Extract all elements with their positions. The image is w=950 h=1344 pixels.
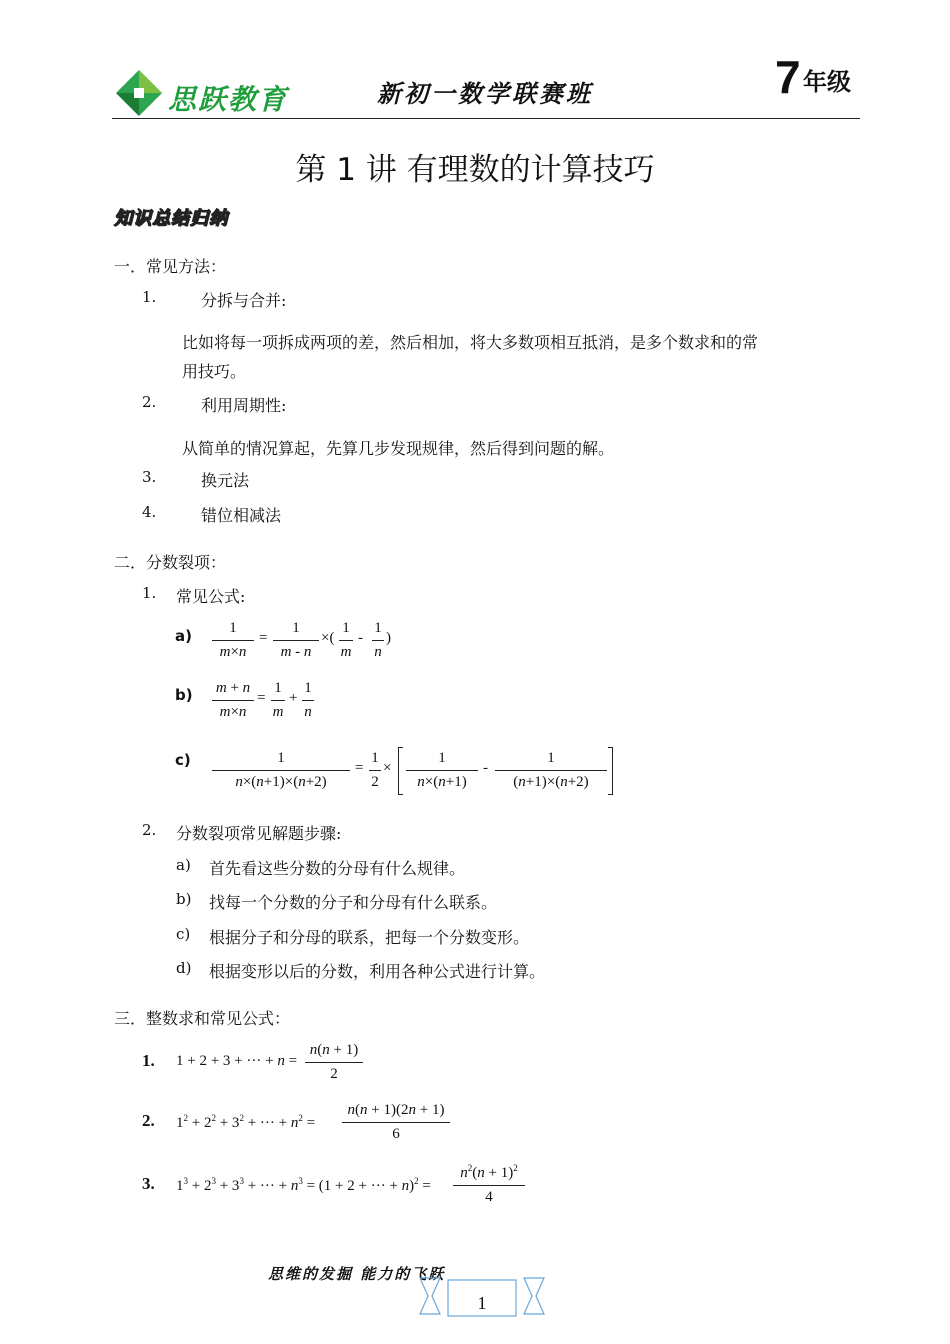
s3-formula3-lhs: $1^3 + 2^3 + 3^3$ + ··· + $n^3 = (1 + 2$ + ··· + n)$^2$ = (176, 1176, 431, 1194)
s3-formula2-lhs: $1^2 + 2^2 + 3^2$ + ··· + $n^2$ = (176, 1113, 316, 1131)
formula-c-f2: $\frac{1}{(n+1)\times(n+2)}$ (495, 751, 607, 790)
formula-c-label: c) (175, 751, 191, 769)
s3-formula1-rhs: $\frac{n(n + 1)}{2}$ (305, 1043, 363, 1082)
formula-b-plus: + (289, 690, 298, 706)
course-title: 新初一数学联赛班 (377, 79, 593, 108)
formula-b-eq: = (257, 690, 266, 706)
step-d-label: d) (176, 959, 192, 977)
formula-b-f2: $\frac{1}{n}$ (302, 681, 314, 720)
formula-c-times: × (383, 760, 392, 776)
page-title: 第 1 讲 有理数的计算技巧 (295, 152, 655, 188)
formula-c-lhs: $\frac{1}{n\times(n+1)\times(n+2)}$ (212, 751, 350, 790)
s2-sub1-num: 1. (142, 584, 157, 602)
s1-item4-num: 4. (142, 503, 157, 521)
knowledge-heading: 知识总结归纳 (114, 208, 228, 229)
logo-diamond-icon (114, 68, 164, 118)
s1-item2-num: 2. (142, 393, 157, 411)
s3-formula2-rhs: $\frac{n(n + 1)(2n + 1)}{6}$ (342, 1103, 450, 1142)
section2-heading: 二．分数裂项： (114, 553, 227, 572)
formula-a-f1: $\frac{1}{m}$ (340, 620, 352, 660)
formula-a-times: ×( (321, 630, 335, 646)
header-rule (112, 118, 860, 119)
page-number: 1 (477, 1293, 487, 1313)
step-c-label: c) (176, 925, 191, 943)
s2-sub2-label: 分数裂项常见解题步骤: (176, 824, 342, 843)
s1-item3-num: 3. (142, 468, 157, 486)
section3-heading: 三．整数求和常见公式： (114, 1009, 291, 1028)
formula-a-label: a) (175, 627, 192, 645)
formula-c-half: $\frac{1}{2}$ (369, 751, 381, 790)
s3-formula3-num: 3. (142, 1174, 155, 1193)
section1-heading: 一．常见方法： (114, 257, 227, 276)
s1-item1-desc: 比如将每一项拆成两项的差，然后相加，将大多数项相互抵消，是多个数求和的常 (182, 333, 759, 352)
formula-a-f2: $\frac{1}{n}$ (372, 621, 384, 660)
formula-a-eq: = (259, 630, 268, 646)
step-a-text: 首先看这些分数的分母有什么规律。 (209, 859, 466, 878)
formula-a-coef: $\frac{1}{m - n}$ (273, 621, 319, 660)
grade-label: 年级 (803, 67, 851, 96)
s3-formula2-num: 2. (142, 1111, 155, 1130)
s1-item2-desc: 从简单的情况算起，先算几步发现规律，然后得到问题的解。 (182, 439, 615, 458)
s1-item2-label: 利用周期性: (201, 396, 287, 415)
s2-sub2-num: 2. (142, 821, 157, 839)
s1-item4-label: 错位相减法 (201, 506, 282, 525)
s3-formula1-lhs: 1 + 2 + 3 + ··· + n = (176, 1053, 298, 1069)
s2-sub1-label: 常见公式: (176, 587, 246, 606)
logo (114, 68, 164, 118)
brand-name: 思跃教育 (168, 83, 289, 116)
formula-b-lhs: $\frac{m + n}{m\times n}$ (212, 681, 254, 720)
formula-a-minus: - (358, 630, 363, 646)
formula-a-lhs: $\frac{1}{m\times n}$ (212, 621, 254, 660)
s1-item3-label: 换元法 (201, 471, 250, 490)
step-d-text: 根据变形以后的分数，利用各种公式进行计算。 (209, 962, 546, 981)
formula-c-minus: - (483, 760, 488, 776)
s1-item1-desc-cont: 用技巧。 (182, 362, 247, 381)
formula-c-f1: $\frac{1}{n\times(n+1)}$ (406, 751, 478, 790)
formula-a-close: ) (386, 630, 391, 646)
formula-c-right-bracket (608, 747, 613, 795)
formula-c-eq: = (355, 760, 364, 776)
s3-formula1-num: 1. (142, 1051, 155, 1070)
s3-formula3-rhs: $\frac{n^2(n + 1)^2}{4}$ (453, 1164, 525, 1205)
step-a-label: a) (176, 856, 191, 874)
grade-number: 7 (775, 51, 801, 103)
formula-c-left-bracket (398, 747, 403, 795)
footer-slogan: 思维的发掘 能力的飞跃 (268, 1265, 446, 1283)
step-b-label: b) (176, 890, 192, 908)
s1-item1-label: 分拆与合并: (201, 291, 287, 310)
formula-b-label: b) (175, 686, 193, 704)
s1-item1-num: 1. (142, 288, 157, 306)
step-b-text: 找每一个分数的分子和分母有什么联系。 (209, 893, 498, 912)
step-c-text: 根据分子和分母的联系，把每一个分数变形。 (209, 928, 530, 947)
formula-b-f1: $\frac{1}{m}$ (272, 680, 284, 720)
